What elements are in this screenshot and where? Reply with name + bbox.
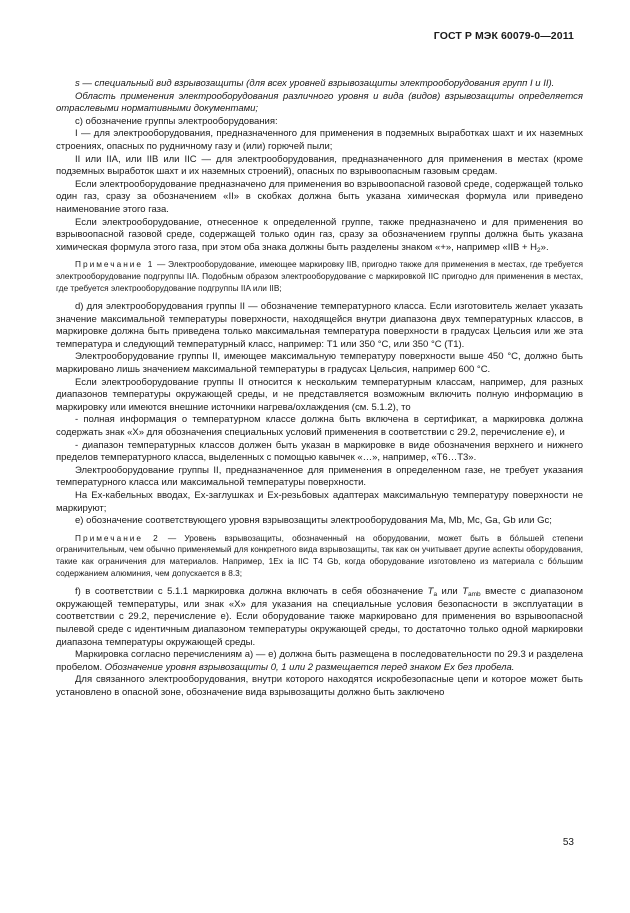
paragraph-marking-order-italic: Обозначение уровня взрывозащиты 0, 1 или 2 размещается перед знаком Ex без пробела. [104, 661, 515, 673]
paragraph-certificate-info: - полная информация о температурном классе должна быть включена в сертификат, а маркировка должна содержать знак «X» для обозначения специальных условий применения в соответствии с 29.2, перечисление е), и [56, 414, 583, 439]
formula-subscript: 2 [537, 246, 541, 254]
note-2-text: — Уровень взрывозащиты, обозначенный на оборудовании, может быть в бо́льшей степени ограничительным, чем обычно применяемый для конкретного вида взрывозащиты, так как он учитывает другие аспекты оборудования, такие как ограничения для материалов. Например, 1Ex ia IIC T4 Gb, когда оборудование изготовлено из материала с бо́льшим содержанием алюминия, чем допускается в 8.3; [56, 532, 583, 578]
paragraph-application-scope: Область применения электрооборудования различного уровня и вида (видов) взрывозащиты определяется отраслевыми нормативными документами; [56, 90, 583, 115]
paragraph-group-i: I — для электрооборудования, предназначенного для применения в подземных выработках шахт и их наземных строениях, опасных по рудничному газу и (или) горючей пыли; [56, 128, 583, 152]
paragraph-associated-equipment: Для связанного электрооборудования, внутри которого находятся искробезопасные цепи и которое может быть установлено в опасной зоне, обозначение вида взрывозащиты должно быть заключено [56, 674, 583, 698]
paragraph-group-plus-gas-end: ». [540, 241, 549, 253]
paragraph-group-ii: II или IIA, или IIB или IIC — для электрооборудования, предназначенного для применения в местах (кроме подземных выработок шахт и их наземных строений), опасных по взрывоопасным газовым средам. [56, 153, 583, 178]
paragraph-marking-order [56, 649, 583, 674]
paragraph-item-f [56, 586, 583, 649]
paragraph-item-c: c) обозначение группы электрооборудования: [75, 115, 278, 127]
paragraph-marking-order-text: Маркировка согласно перечислениям а) — е) должна быть размещена в последовательности по 29.3 и разделена пробелом. [56, 649, 583, 673]
paragraph-item-f-or: или [437, 586, 463, 598]
note-2 [56, 533, 583, 579]
paragraph-item-f-end: вместе с диапазоном окружающей температуры, или знак «X» для указания на специальные условия безопасности в эксплуатации в соответствии с 29.2, перечисление е). Если оборудование также маркировано для применения во взрывоопасной пылевой среде с идентичным диапазоном температуры окружающей среды, то достаточно только одной маркировки диапазона температуры окружающей среды. [56, 586, 584, 648]
note-1-label: Примечание 1 [75, 259, 155, 270]
paragraph-specific-gas: Электрооборудование группы II, предназначенное для применения в определенном газе, не требует указания температурного класса или максимальной температуры поверхности. [56, 464, 583, 489]
page-body [56, 78, 583, 700]
paragraph-above-450: Электрооборудование группы II, имеющее максимальную температуру поверхности выше 450 °C, должно быть маркировано лишь значением максимальной температуры в градусах Цельсия, например 600 °C. [56, 351, 583, 376]
paragraph-group-plus-gas-text: Если электрооборудование, отнесенное к определенной группе, также предназначено и для применения во взрывоопасной газовой среде, содержащей только один газ, сразу за обозначением группы должна быть указана химическая формула этого газа, при этом оба знака должны быть разделены знаком «+», например «IIB + H [56, 216, 583, 253]
paragraph-special-protection: s — специальный вид взрывозащиты (для всех уровней взрывозащиты электрооборудования групп I и II). [75, 78, 555, 89]
note-2-label: Примечание 2 [75, 532, 160, 543]
paragraph-single-gas: Если электрооборудование предназначено для применения во взрывоопасной газовой среде, содержащей только один газ, сразу за обозначением «II» в скобках должна быть указана химическая формула или приведено наименование этого газа. [56, 178, 583, 215]
paragraph-group-plus-gas [56, 217, 583, 255]
standard-header: ГОСТ Р МЭК 60079-0—2011 [433, 30, 574, 42]
symbol-ta-subscript: a [433, 591, 438, 599]
paragraph-item-e: е) обозначение соответствующего уровня взрывозащиты электрооборудования Ma, Mb, Mc, Ga, Gb или Gc; [75, 515, 552, 527]
paragraph-item-d: d) для электрооборудования группы II — обозначение температурного класса. Если изготовитель желает указать значение максимальной температуры поверхности, находящейся внутри диапазона двух температурных классов, в маркировке должна быть приведена только максимальная температура поверхности в градусах Цельсия или же эта температура и следующий температурный класс, например: T1 или 350 °C, или 350 °C (T1). [56, 301, 583, 350]
symbol-tamb-subscript: amb [468, 591, 481, 599]
symbol-ta: T [427, 586, 434, 598]
note-1 [56, 259, 583, 294]
paragraph-ex-cable-entries: На Ex-кабельных вводах, Ex-заглушках и Ex-резьбовых адаптерах максимальную температуру поверхности не маркируют; [56, 490, 583, 514]
symbol-tamb: T [462, 586, 469, 598]
page-number: 53 [562, 837, 574, 848]
paragraph-item-f-start: f) в соответствии с 5.1.1 маркировка должна включать в себя обозначение [75, 586, 428, 598]
paragraph-class-range: - диапазон температурных классов должен быть указан в маркировке в виде обозначения верхнего и нижнего пределов температурного класса, выделенных с помощью кавычек «…», например, «T6…T3». [56, 439, 583, 464]
note-1-text: — Электрооборудование, имеющее маркировку IIB, пригодно также для применения в местах, где требуется электрооборудование подгруппы IIA. Подобным образом электрооборудование с маркировкой IIC пригодно для применения в местах, где требуется электрооборудование подгруппы IIA или IIB; [56, 259, 583, 293]
paragraph-multiple-classes: Если электрооборудование группы II относится к нескольким температурным классам, например, для разных диапазонов температуры окружающей среды, и не представляется возможным включить полную информацию в маркировку или имеются внешние источники нагрева/охлаждения (см. 5.1.2), то [56, 376, 583, 413]
